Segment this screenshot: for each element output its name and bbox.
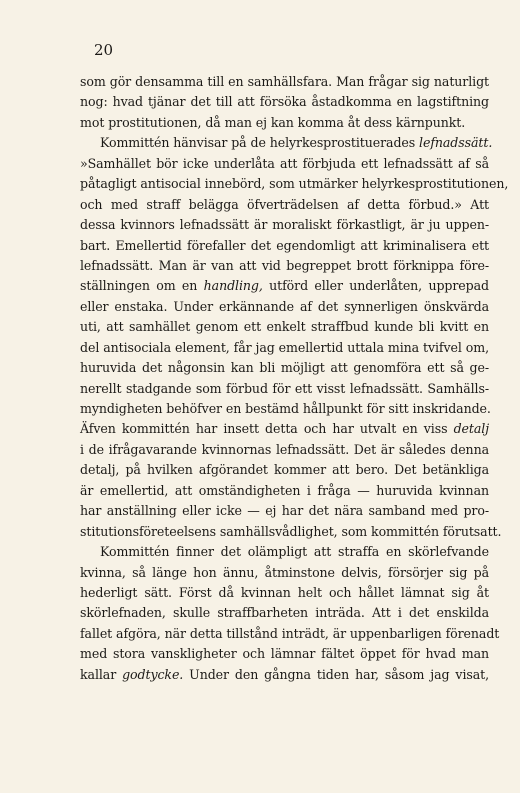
text-line — [80, 624, 500, 644]
text-run: bart. Emellertid förefaller det egendomligt att kriminalisera ett — [80, 237, 489, 253]
text-line — [80, 542, 489, 562]
text-run: har anställning eller icke — ej har det nära samband med pro- — [80, 503, 489, 519]
body-text — [80, 72, 509, 685]
text-line — [80, 481, 489, 501]
emphasized-text: handling, — [203, 278, 263, 294]
text-run: nerellt stadgande som förbud för ett visst lefnadssätt. Samhälls- — [80, 380, 489, 396]
text-run: kvinna, så länge hon ännu, åtminstone delvis, försörjer sig på — [80, 564, 489, 580]
text-line — [80, 460, 489, 480]
text-run: Kommittén finner det olämpligt att straffa en skörlefvande — [100, 544, 489, 560]
text-run: del antisociala element, får jag emellertid uttala mina tvifvel om, — [80, 339, 489, 355]
text-run: påtagligt antisocial innebörd, som utmärker helyrkesprostitutionen, — [80, 176, 509, 192]
text-run: Äfven kommittén har insett detta och har utvalt en viss — [80, 421, 454, 437]
text-run: stitutionsföreteelsens samhällsvådlighet, som kommittén förutsatt. — [80, 523, 502, 539]
text-line — [80, 297, 489, 317]
text-run: dessa kvinnors lefnadssätt är moraliskt förkastligt, är ju uppen- — [80, 217, 489, 233]
text-run: Under den gångna tiden har, såsom jag visat, — [183, 666, 490, 682]
text-line — [80, 379, 489, 399]
text-run: som gör densamma till en samhällsfara. Man frågar sig naturligt — [80, 74, 489, 89]
text-run: uti, att samhället genom ett enkelt straffbud kunde bli kvitt en — [80, 319, 489, 335]
text-run: skörlefnaden, skulle straffbarheten inträda. Att i det enskilda — [80, 605, 489, 621]
text-run: fallet afgöra, när detta tillstånd inträdt, är uppenbarligen förenadt — [80, 625, 500, 641]
text-run: är emellertid, att omständigheten i fråga — huruvida kvinnan — [80, 482, 489, 498]
text-line — [80, 317, 489, 337]
text-run: detalj, på hvilken afgörandet kommer att bero. Det betänkliga — [80, 462, 489, 478]
text-line — [80, 338, 489, 358]
text-run: ställningen om en — [80, 278, 204, 294]
text-line — [80, 236, 489, 256]
text-line — [80, 92, 489, 112]
text-run: »Samhället bör icke underlåta att förbjuda ett lefnadssätt af så — [80, 155, 489, 171]
text-line — [80, 603, 489, 623]
text-run: mot prostitutionen, då man ej kan komma åt dess kärnpunkt. — [80, 114, 466, 130]
text-line — [80, 72, 489, 92]
text-line — [80, 215, 489, 235]
text-run: i de ifrågavarande kvinnornas lefnadssätt. Det är således denna — [80, 441, 489, 457]
text-line — [80, 644, 489, 664]
text-line — [80, 133, 493, 153]
emphasized-text: detalj — [453, 421, 489, 437]
text-run: Kommittén hänvisar på de helyrkesprostituerades — [100, 135, 420, 151]
text-run: lefnadssätt. Man är van att vid begreppet brott förknippa före- — [80, 257, 489, 273]
text-line — [80, 399, 489, 419]
text-line — [80, 154, 489, 174]
text-run: nog: hvad tjänar det till att försöka åstadkomma en lagstiftning — [80, 94, 489, 110]
text-line — [80, 563, 489, 583]
text-line — [80, 583, 489, 603]
text-line — [80, 276, 489, 296]
text-run: och med straff belägga öfverträdelsen af detta förbud.» Att — [80, 196, 489, 212]
text-line — [80, 501, 489, 521]
emphasized-text: godtycke. — [122, 666, 184, 682]
text-run: med stora vanskligheter och lämnar fältet öppet för hvad man — [80, 646, 489, 662]
text-run: kallar — [80, 666, 123, 682]
text-run: huruvida det någonsin kan bli möjligt att genomföra ett så ge- — [80, 360, 489, 376]
text-line — [80, 174, 509, 194]
text-run: eller enstaka. Under erkännande af det synnerligen önskvärda — [80, 298, 489, 314]
text-run: myndigheten behöfver en bestämd hållpunkt för sitt inskridande. — [80, 401, 491, 416]
text-line — [80, 358, 489, 378]
emphasized-text: lefnadssätt. — [419, 135, 493, 151]
text-run: utförd eller underlåten, upprepad — [262, 278, 489, 294]
text-line — [80, 256, 489, 276]
text-line — [80, 440, 489, 460]
text-run: hederligt sätt. Först då kvinnan helt och hållet lämnat sig åt — [80, 584, 489, 600]
text-line — [80, 195, 489, 215]
text-line — [80, 113, 489, 133]
page-number: 20 — [94, 41, 114, 59]
text-line — [80, 665, 489, 685]
text-line — [80, 419, 489, 439]
text-line — [80, 522, 502, 542]
